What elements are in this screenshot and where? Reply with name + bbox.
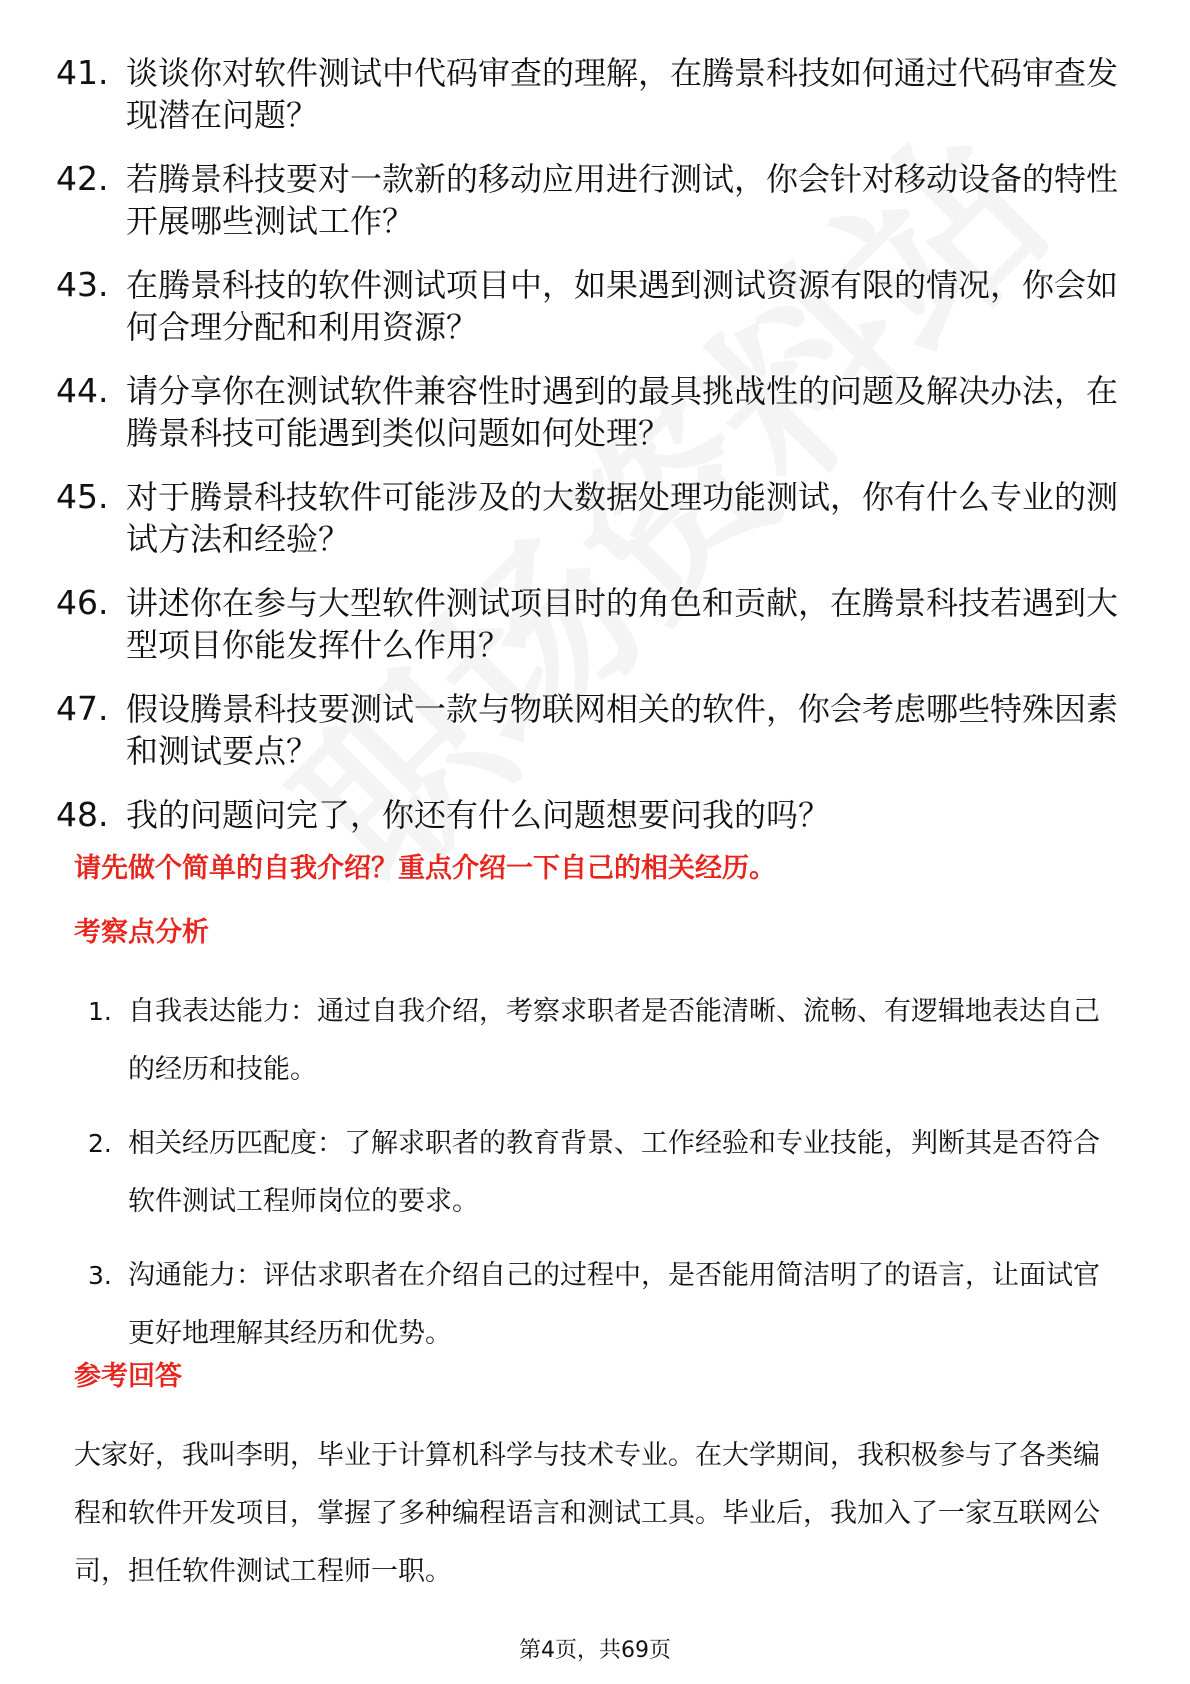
analysis-item bbox=[88, 1115, 1128, 1231]
question-number: 48. bbox=[56, 795, 109, 834]
question-number: 43. bbox=[56, 265, 109, 304]
answer-heading: 参考回答 bbox=[74, 1361, 182, 1392]
analysis-text: 沟通能力：评估求职者在介绍自己的过程中，是否能用简洁明了的语言，让面试官更好地理解其经历和优势。 bbox=[128, 1260, 1100, 1349]
question-text: 讲述你在参与大型软件测试项目时的角色和贡献，在腾景科技若遇到大型项目你能发挥什么作用？ bbox=[126, 584, 1119, 664]
analysis-heading: 考察点分析 bbox=[74, 917, 209, 948]
question-text: 若腾景科技要对一款新的移动应用进行测试，你会针对移动设备的特性开展哪些测试工作？ bbox=[126, 160, 1119, 240]
analysis-number: 3. bbox=[88, 1261, 112, 1290]
question-number: 46. bbox=[56, 583, 109, 622]
question-item bbox=[56, 158, 1136, 242]
question-number: 41. bbox=[56, 53, 109, 92]
question-text: 对于腾景科技软件可能涉及的大数据处理功能测试，你有什么专业的测试方法和经验？ bbox=[126, 478, 1119, 558]
question-number: 47. bbox=[56, 689, 109, 728]
question-item bbox=[56, 264, 1136, 348]
question-text: 我的问题问完了，你还有什么问题想要问我的吗？ bbox=[126, 796, 831, 834]
question-item bbox=[56, 370, 1136, 454]
question-item bbox=[56, 52, 1136, 136]
question-number: 45. bbox=[56, 477, 109, 516]
answer-paragraph: 大家好，我叫李明，毕业于计算机科学与技术专业。在大学期间，我积极参与了各类编程和软件开发项目，掌握了多种编程语言和测试工具。毕业后，我加入了一家互联网公司，担任软件测试工程师一职。 bbox=[74, 1440, 1100, 1587]
page-footer: 第4页，共69页 bbox=[519, 1638, 671, 1663]
question-number: 42. bbox=[56, 159, 109, 198]
question-item bbox=[56, 688, 1136, 772]
question-list bbox=[56, 52, 1136, 858]
question-item bbox=[56, 794, 1136, 836]
question-number: 44. bbox=[56, 371, 109, 410]
question-text: 假设腾景科技要测试一款与物联网相关的软件，你会考虑哪些特殊因素和测试要点？ bbox=[126, 690, 1119, 770]
question-text: 在腾景科技的软件测试项目中，如果遇到测试资源有限的情况，你会如何合理分配和利用资源？ bbox=[126, 266, 1119, 346]
analysis-number: 1. bbox=[88, 997, 112, 1026]
analysis-text: 相关经历匹配度：了解求职者的教育背景、工作经验和专业技能，判断其是否符合软件测试工程师岗位的要求。 bbox=[128, 1128, 1100, 1217]
section-question-heading: 请先做个简单的自我介绍？重点介绍一下自己的相关经历。 bbox=[74, 853, 776, 884]
analysis-number: 2. bbox=[88, 1129, 112, 1158]
analysis-list bbox=[88, 983, 1128, 1379]
question-item bbox=[56, 476, 1136, 560]
question-text: 谈谈你对软件测试中代码审查的理解，在腾景科技如何通过代码审查发现潜在问题？ bbox=[126, 54, 1119, 134]
analysis-text: 自我表达能力：通过自我介绍，考察求职者是否能清晰、流畅、有逻辑地表达自己的经历和技能。 bbox=[128, 996, 1100, 1085]
question-text: 请分享你在测试软件兼容性时遇到的最具挑战性的问题及解决办法，在腾景科技可能遇到类似问题如何处理？ bbox=[126, 372, 1119, 452]
analysis-item bbox=[88, 1247, 1128, 1363]
question-item bbox=[56, 582, 1136, 666]
analysis-item bbox=[88, 983, 1128, 1099]
